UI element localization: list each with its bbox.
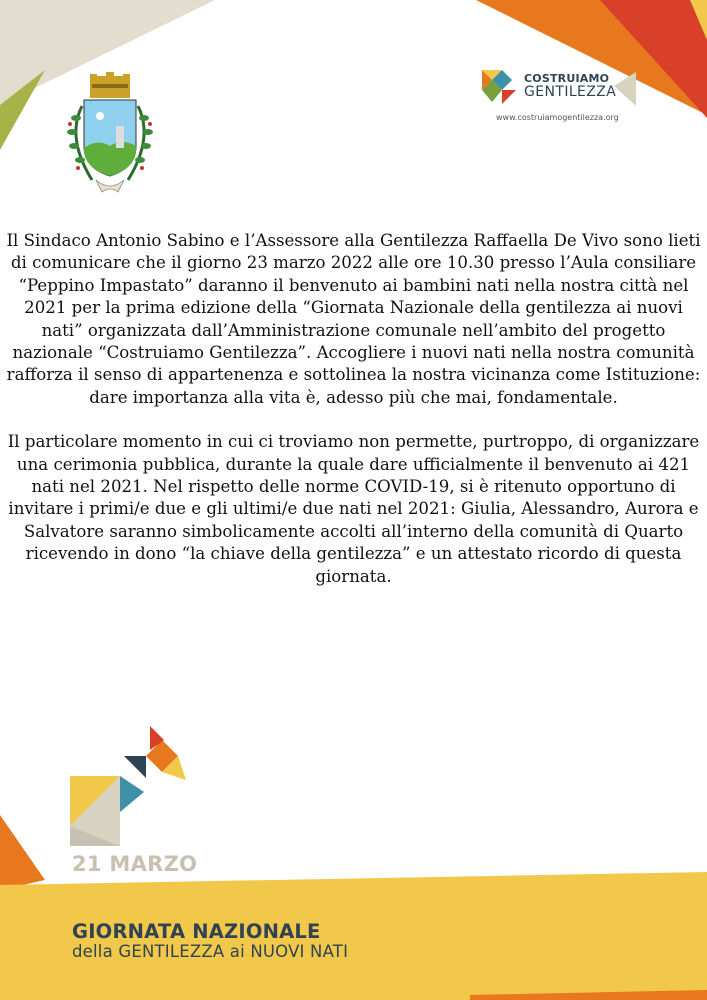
municipal-coat-of-arms-icon (52, 68, 168, 200)
event-title: GIORNATA NAZIONALE (72, 920, 321, 943)
bottom-left-orange-triangle (0, 815, 45, 890)
tangram-bird-icon (66, 722, 196, 852)
logo-subtitle: GENTILEZZA (524, 84, 617, 100)
event-date: 21 MARZO (72, 852, 198, 876)
announcement-paragraph: Il particolare momento in cui ci troviamo non permette, purtroppo, di organizzare una cerimonia pubblica, durante la quale dare ufficialmente il benvenuto ai 421 nati nel 2021. Nel rispetto delle norme COVID-19, si è ritenuto opportuno di invitare i primi/e due e gli ultimi/e due nati nel 2021: Giulia, Alessandro, Aurora e Salvatore saranno simbolicamente accolti all’interno della comunità di Quarto ricevendo in dono “la chiave della gentilezza” e un attestato ricordo di questa giornata. (7, 432, 700, 586)
logo-title: COSTRUIAMO (524, 72, 610, 85)
event-subtitle: della GENTILEZZA ai NUOVI NATI (72, 942, 349, 961)
announcement-body (4, 230, 703, 588)
announcement-paragraph: Il Sindaco Antonio Sabino e l’Assessore alla Gentilezza Raffaella De Vivo sono lieti di comunicare che il giorno 23 marzo 2022 alle ore 10.30 presso l’Aula consiliare “Peppino Impastato” daranno il benvenuto ai bambini nati nella nostra città nel 2021 per la prima edizione della “Giornata Nazionale della gentilezza ai nuovi nati” organizzata dall’Amministrazione comunale nell’ambito del progetto nazionale “Costruiamo Gentilezza”. Accogliere i nuovi nati nella nostra comunità rafforza il senso di appartenenza e sottolinea la nostra vicinanza come Istituzione: dare importanza alla vita è, adesso più che mai, fondamentale. (6, 231, 701, 407)
website-url: www.costruiamogentilezza.org (496, 113, 619, 122)
